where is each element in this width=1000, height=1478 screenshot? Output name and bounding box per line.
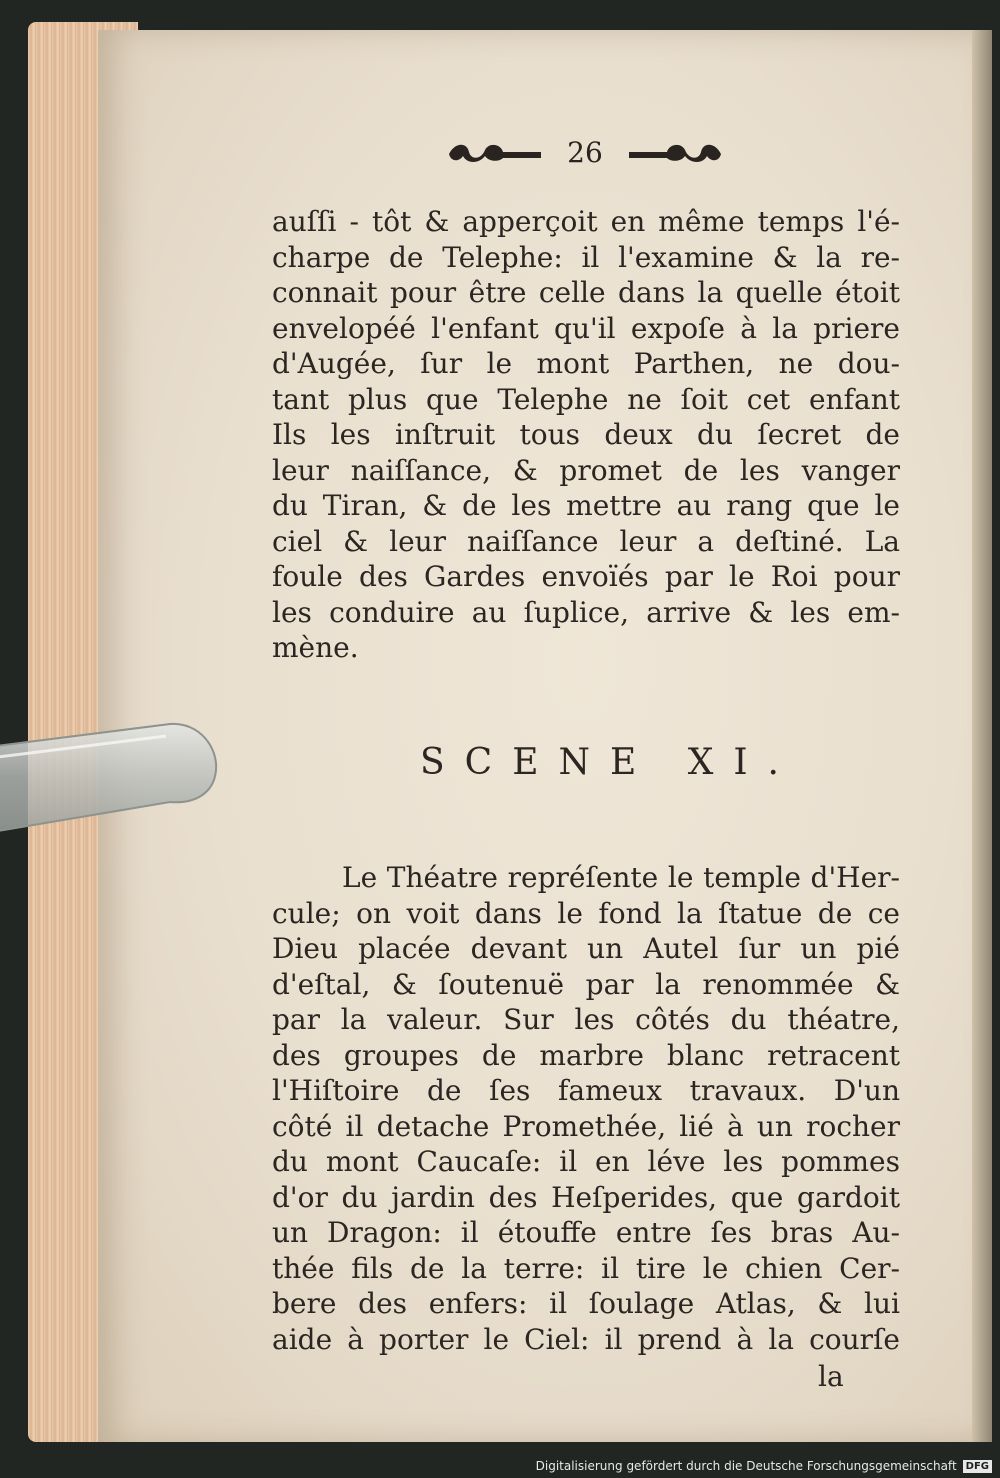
text-line: d'eſtal, & ſoutenuë par la renommée &	[272, 967, 900, 1001]
footer-bar	[0, 1454, 1000, 1478]
page-holder-pointer-icon	[0, 718, 226, 838]
text-line: foule des Gardes envoïés par le Roi pour	[272, 560, 900, 593]
text-line: côté il detache Promethée, lié à un rocher	[272, 1109, 900, 1143]
text-line: envelopéé l'enfant qu'il expoſe à la priere	[272, 311, 900, 345]
text-line: d'or du jardin des Heſperides, que gardoit	[272, 1180, 900, 1214]
text-line: l'Hiſtoire de ſes fameux travaux. D'un	[272, 1074, 900, 1107]
dfg-logo: DFG	[963, 1460, 992, 1473]
text-line: cule; on voit dans le fond la ſtatue de ce	[272, 896, 900, 930]
page-header	[445, 132, 725, 172]
text-line: un Dragon: il étouffe entre ſes bras Au-	[272, 1216, 900, 1249]
paragraph-1	[272, 204, 900, 666]
page-number: 26	[567, 135, 603, 169]
catchword: la	[818, 1360, 844, 1393]
text-line: auſſi - tôt & apperçoit en même temps l'é-	[272, 205, 900, 238]
text-line: tant plus que Telephe ne ſoit cet enfant	[272, 382, 900, 416]
text-line: thée fils de la terre: il tire le chien Cer-	[272, 1251, 900, 1285]
scene-heading: SCENE XI.	[420, 742, 800, 783]
footer-credit: Digitalisierung gefördert durch die Deutsche Forschungsgemeinschaft	[535, 1459, 957, 1473]
text-line: par la valeur. Sur les côtés du théatre,	[272, 1003, 900, 1036]
ornament-right-icon	[625, 140, 725, 164]
text-line: d'Augée, ſur le mont Parthen, ne dou-	[272, 347, 900, 380]
text-line: Le Théatre repréſente le temple d'Her-	[342, 861, 900, 894]
text-line: leur naiſſance, & promet de les vanger	[272, 453, 900, 487]
paragraph-2	[272, 860, 900, 1357]
text-line: mène.	[272, 631, 359, 664]
text-line: charpe de Telephe: il l'examine & la re-	[272, 240, 900, 274]
text-line: du Tiran, & de les mettre au rang que le	[272, 489, 900, 522]
text-line: les conduire au ſuplice, arrive & les em-	[272, 595, 900, 629]
text-line: Dieu placée devant un Autel ſur un pié	[272, 932, 900, 965]
ornament-left-icon	[445, 140, 545, 164]
page-gutter	[972, 30, 992, 1442]
text-line: ciel & leur naiſſance leur a deſtiné. La	[272, 524, 900, 558]
text-line: bere des enfers: il ſoulage Atlas, & lui	[272, 1287, 900, 1320]
text-line: des groupes de marbre blanc retracent	[272, 1038, 900, 1072]
text-line: connait pour être celle dans la quelle étoit	[272, 276, 900, 309]
text-line: du mont Caucaſe: il en léve les pommes	[272, 1145, 900, 1178]
text-line: Ils les inſtruit tous deux du ſecret de	[272, 418, 900, 451]
text-line: aide à porter le Ciel: il prend à la courſe	[272, 1322, 900, 1356]
